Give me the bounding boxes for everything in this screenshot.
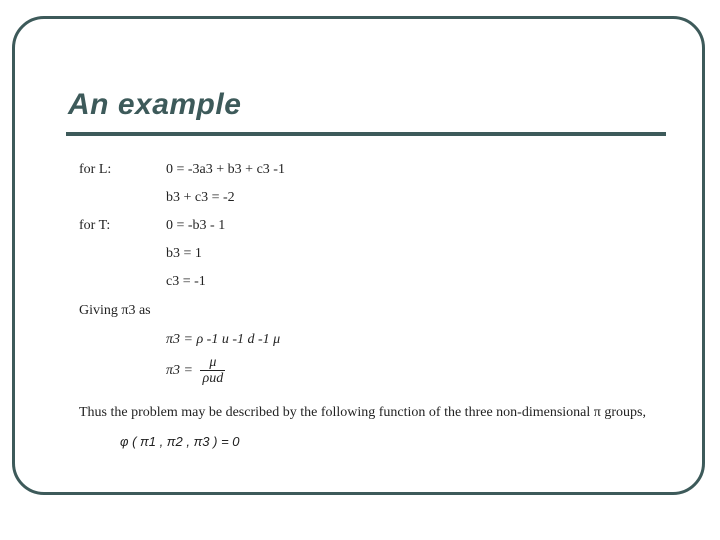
title-underline <box>66 132 666 136</box>
giving-text: Giving π3 as <box>79 303 151 318</box>
pi3-fraction-row <box>166 356 225 386</box>
row-label-l: for L: <box>79 162 112 177</box>
pi3-expanded: π3 = ρ -1 u -1 d -1 μ <box>166 332 281 347</box>
fraction-numerator: μ <box>209 355 217 370</box>
conclusion-text: Thus the problem may be described by the following function of the three non-dimensional π groups, <box>79 405 646 420</box>
equation-l-1 <box>166 162 285 178</box>
equation-text: 0 = -3a3 + b3 + c3 -1 <box>166 162 285 177</box>
row-label-t: for T: <box>79 218 111 233</box>
equation-t-3: c3 = -1 <box>166 274 206 289</box>
pi3-lhs: π3 = <box>166 363 193 379</box>
final-function: φ ( π1 , π2 , π3 ) = 0 <box>120 434 240 449</box>
slide-title: An example <box>68 88 242 121</box>
equation-t-2: b3 = 1 <box>166 246 202 261</box>
pi3-fraction <box>200 356 225 386</box>
equation-l-2: b3 + c3 = -2 <box>166 190 235 205</box>
fraction-denominator: ρud <box>202 371 224 386</box>
equation-t-1: 0 = -b3 - 1 <box>166 218 226 233</box>
